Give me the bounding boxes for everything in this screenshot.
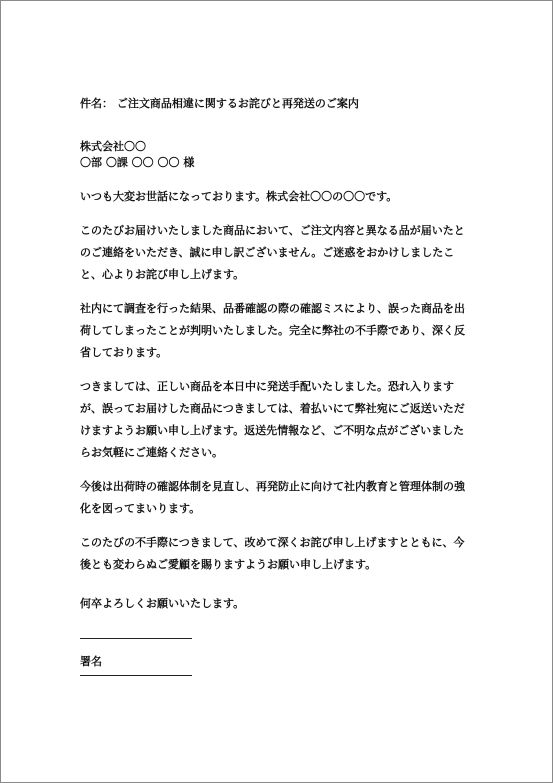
body-line: 荷してしまったことが判明いたしました。完全に弊社の不手際であり、深く反 <box>80 324 465 337</box>
body-line: 後とも変わらぬご愛顧を賜りますようお願い申し上げます。 <box>80 558 377 571</box>
subject-line: 件名： ご注文商品相違に関するお詫びと再発送のご案内 <box>80 97 359 110</box>
body-line: このたびの不手際につきまして、改めて深くお詫び申し上げますとともに、今 <box>80 536 465 549</box>
body-line: けますようお願い申し上げます。返送先情報など、ご不明な点がございました <box>80 424 465 437</box>
signature-rule-bottom <box>80 675 192 676</box>
recipient-person: 〇部 〇課 〇〇 〇〇 様 <box>80 156 195 169</box>
body-line: らお気軽にご連絡ください。 <box>80 446 223 459</box>
body-line: が、誤ってお届けした商品につきましては、着払いにて弊社宛にご返送いただ <box>80 402 465 415</box>
body-line: 社内にて調査を行った結果、品番確認の際の確認ミスにより、誤った商品を出 <box>80 302 465 315</box>
signature-rule-top <box>80 638 192 639</box>
body-line: 化を図ってまいります。 <box>80 502 201 515</box>
body-line: 今後は出荷時の確認体制を見直し、再発防止に向けて社内教育と管理体制の強 <box>80 480 465 493</box>
signature-label: 署名 <box>80 655 102 668</box>
closing-line: 何卒よろしくお願いいたします。 <box>80 597 245 610</box>
body-line: このたびお届けいたしました商品において、ご注文内容と異なる品が届いたと <box>80 224 465 237</box>
body-line: のご連絡をいただき、誠に申し訳ございません。ご迷惑をおかけしましたこ <box>80 246 455 259</box>
body-line: つきましては、正しい商品を本日中に発送手配いたしました。恐れ入ります <box>80 380 454 393</box>
body-line: 省しております。 <box>80 346 168 359</box>
body-line: と、心よりお詫び申し上げます。 <box>80 268 245 281</box>
recipient-company: 株式会社〇〇 <box>80 140 146 153</box>
greeting-line: いつも大変お世話になっております。株式会社〇〇の〇〇です。 <box>80 190 398 203</box>
